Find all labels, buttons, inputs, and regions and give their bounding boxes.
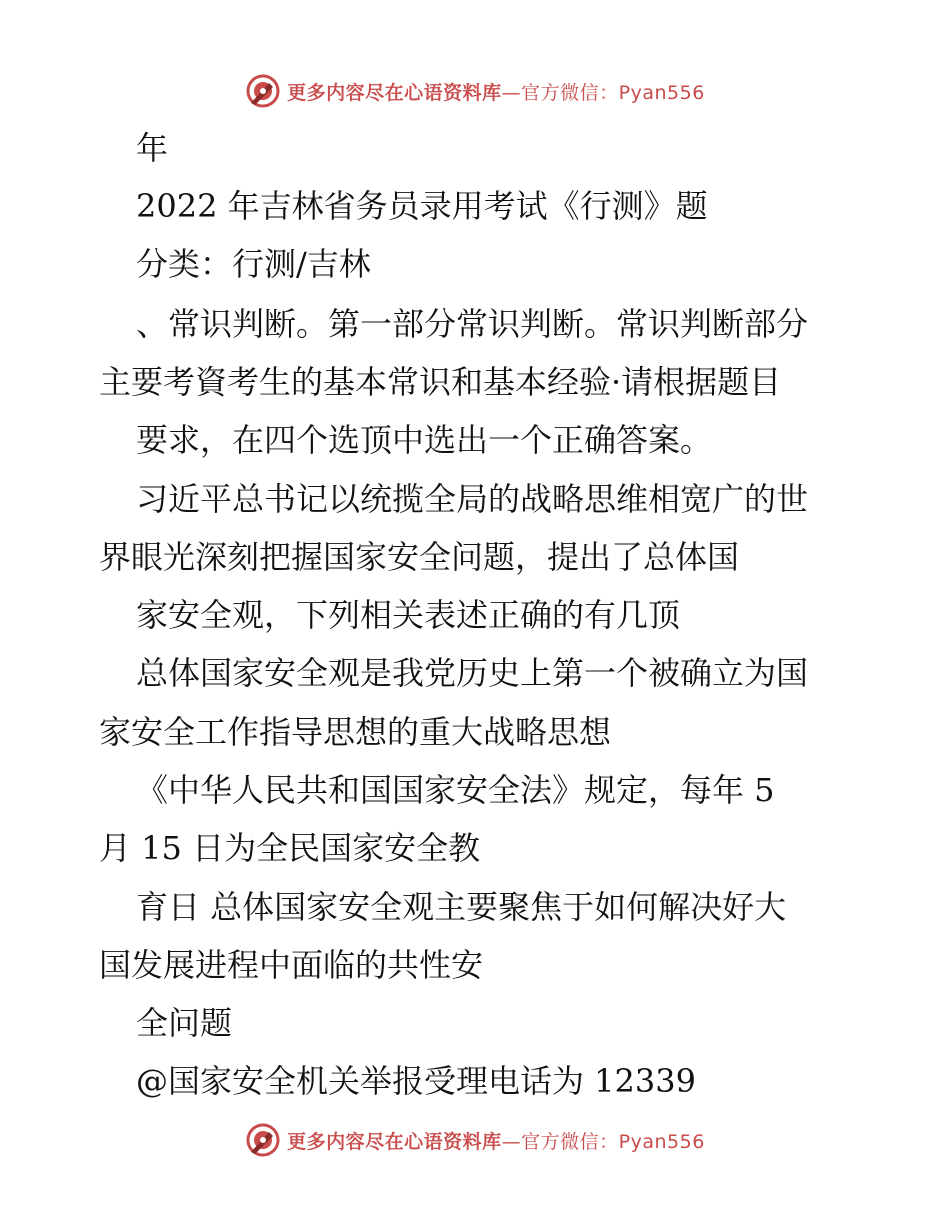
pen-circle-logo-icon	[245, 1122, 281, 1158]
text-line: 主要考資考生的基本常识和基本经验·请根据题目	[99, 363, 782, 401]
watermark-contact: 官方微信：Pyan556	[521, 1130, 705, 1153]
text-line: 2022 年吉林省务员录用考试《行测》题	[136, 187, 708, 225]
text-line: 总体国家安全观是我党历史上第一个被确立为国	[136, 654, 809, 692]
text-line: 家安全观，下列相关表述正确的有几顶	[136, 596, 681, 634]
footer-watermark	[0, 1120, 950, 1160]
header-watermark	[0, 71, 950, 111]
watermark-main: 更多内容尽在心语资料库	[287, 81, 502, 104]
text-line: 月 15 日为全民国家安全教	[99, 829, 481, 867]
watermark-text	[287, 78, 705, 105]
watermark-contact: 官方微信：Pyan556	[521, 81, 705, 104]
text-line: 全问题	[136, 1004, 233, 1042]
pen-circle-logo-icon	[245, 73, 281, 109]
text-line: 年	[136, 129, 169, 167]
text-line: 、常识判断。第一部分常识判断。常识判断部分	[136, 305, 809, 343]
text-line: 家安全工作指导思想的重大战略思想	[99, 713, 612, 751]
text-line: @国家安全机关举报受理电话为 12339	[136, 1062, 696, 1100]
text-line: 界眼光深刻把握国家安全问题，提出了总体国	[99, 538, 740, 576]
text-line: 要求，在四个选顶中选出一个正确答案。	[136, 421, 713, 459]
watermark-main: 更多内容尽在心语资料库	[287, 1130, 502, 1153]
watermark-separator: —	[501, 1130, 522, 1153]
text-line: 《中华人民共和国国家安全法》规定，每年 5	[136, 771, 775, 809]
text-line: 习近平总书记以统揽全局的战略思维相宽广的世	[136, 480, 809, 518]
watermark-separator: —	[501, 81, 522, 104]
watermark-text	[287, 1127, 705, 1154]
text-line: 育日 总体国家安全观主要聚焦于如何解决好大	[136, 888, 787, 926]
text-line: 分类：行测/吉林	[136, 245, 371, 283]
text-line: 国发展进程中面临的共性安	[99, 946, 484, 984]
